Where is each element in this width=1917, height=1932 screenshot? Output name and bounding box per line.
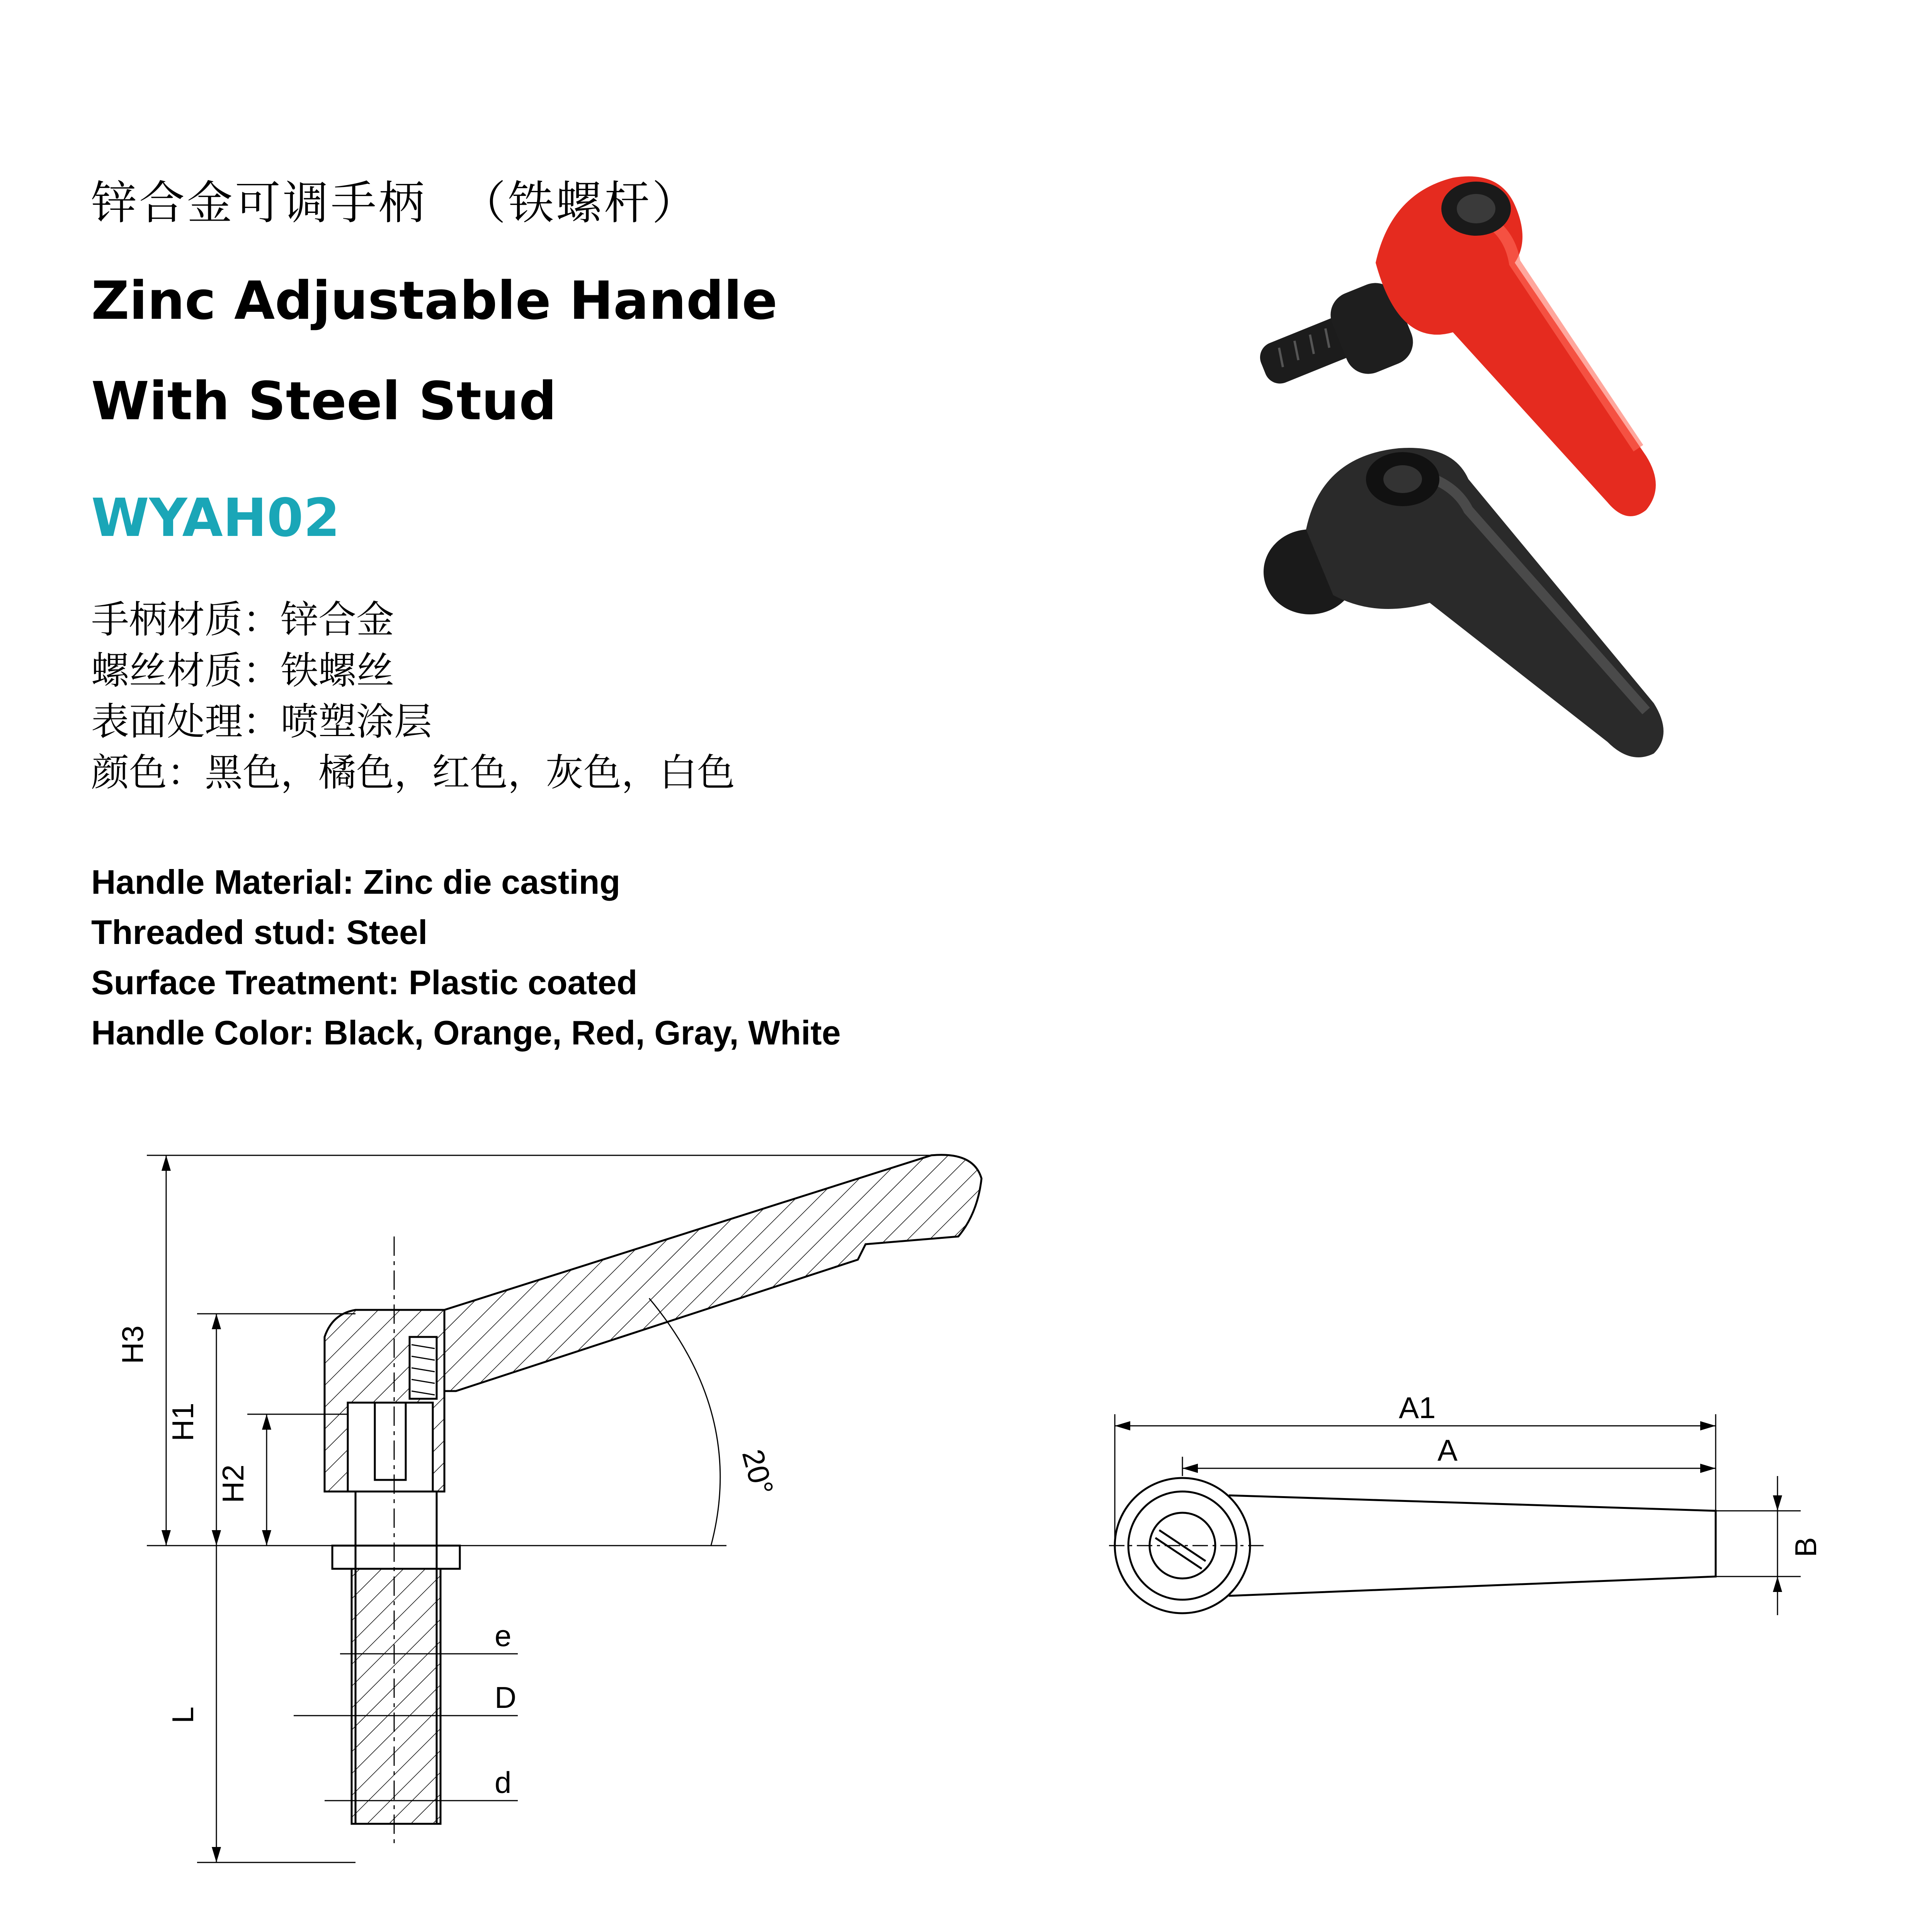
spec-value: Black, Orange, Red, Gray, White xyxy=(323,1014,841,1052)
model-number: WYAH02 xyxy=(91,488,340,549)
title-english-line2: With Steel Stud xyxy=(91,371,557,432)
dim-label-angle: 20° xyxy=(735,1446,781,1499)
spec-value: Steel xyxy=(346,913,428,951)
side-view-drawing xyxy=(108,1121,1036,1913)
dim-label-h2: H2 xyxy=(216,1464,250,1503)
spec-cn-screw-material: 螺丝材质：铁螺丝 xyxy=(91,649,395,693)
spec-label: Surface Treatment: xyxy=(91,963,400,1002)
dim-label-b: B xyxy=(1789,1537,1823,1557)
dim-label-l: L xyxy=(166,1706,200,1723)
dim-label-a1: A1 xyxy=(1399,1391,1436,1425)
spec-value: Zinc die casting xyxy=(363,863,621,901)
spec-label: Threaded stud: xyxy=(91,913,337,951)
product-photo xyxy=(1237,162,1778,781)
title-chinese: 锌合金可调手柄 （铁螺杆） xyxy=(91,176,700,230)
spec-label: Handle Material: xyxy=(91,863,354,901)
spec-en-threaded-stud xyxy=(91,907,427,957)
dim-label-e: e xyxy=(495,1619,512,1653)
top-view-drawing xyxy=(1105,1376,1839,1654)
spec-en-color xyxy=(91,1008,841,1058)
dim-label-small-d: d xyxy=(495,1765,512,1799)
spec-value: Plastic coated xyxy=(408,963,638,1002)
spec-en-surface xyxy=(91,957,637,1008)
spec-label: Handle Color: xyxy=(91,1014,314,1052)
spec-cn-surface: 表面处理：喷塑涂层 xyxy=(91,700,432,744)
dim-label-h1: H1 xyxy=(166,1403,200,1441)
dim-label-h3: H3 xyxy=(116,1325,150,1364)
spec-cn-handle-material: 手柄材质：锌合金 xyxy=(91,598,395,642)
spec-cn-colors: 颜色：黑色，橘色，红色，灰色，白色 xyxy=(91,751,735,795)
title-english-line1: Zinc Adjustable Handle xyxy=(91,270,777,332)
dim-label-big-d: D xyxy=(495,1680,517,1714)
dim-label-a: A xyxy=(1437,1433,1458,1467)
spec-en-handle-material xyxy=(91,857,620,907)
